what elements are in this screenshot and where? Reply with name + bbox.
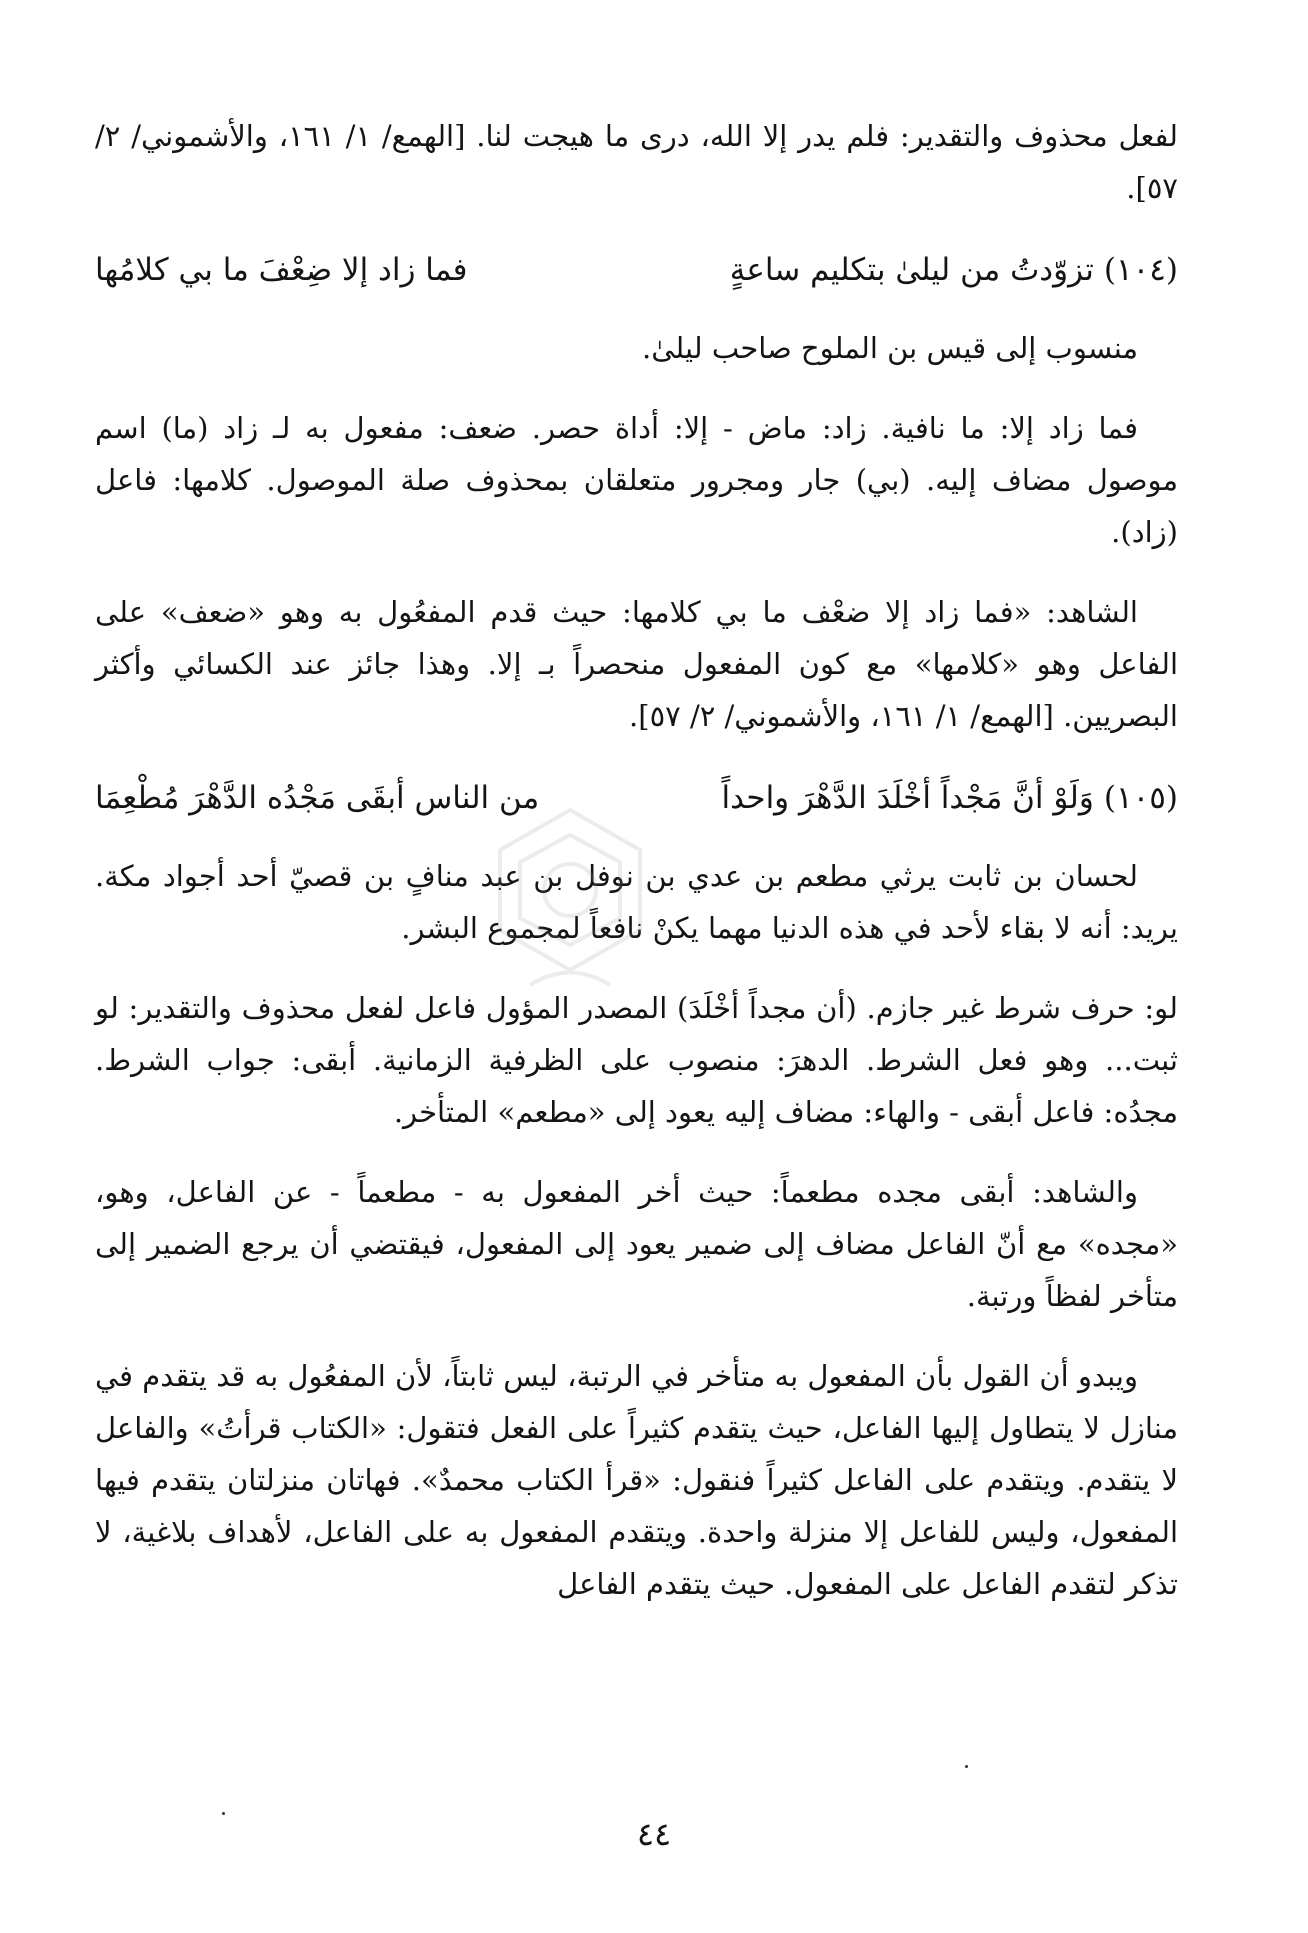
- verse-105-parsing: لو: حرف شرط غير جازم. (أن مجداً أخْلَدَ) المصدر المؤول فاعل لفعل محذوف والتقدير: لو ثبت... وهو فعل الشرط. الدهرَ: منصوب على الظرفية الزمانية. أبقى: جواب الشرط. مجدُه: فاعل أبقى - والهاء: مضاف إليه يعود إلى «مطعم» المتأخر.: [95, 991, 1178, 1129]
- verse-104: [95, 242, 1178, 298]
- verse-104-first-text: تزوّدتُ من ليلىٰ بتكليم ساعةٍ: [729, 252, 1094, 288]
- verse-104-attribution: منسوب إلى قيس بن الملوح صاحب ليلىٰ.: [642, 331, 1138, 365]
- verse-104-first-half: [730, 242, 1178, 298]
- scan-speck: [965, 1765, 968, 1768]
- verse-104-evidence: الشاهد: «فما زاد إلا ضعْف ما بي كلامها: حيث قدم المفعُول به وهو «ضعف» على الفاعل وهو «كلامها» مع كون المفعول منحصراً بـ إلا. وهذا جائز عند الكسائي وأكثر البصريين. [الهمع/ ١/ ١٦١، والأشموني/ ٢/ ٥٧].: [95, 595, 1178, 733]
- verse-104-second-half: فما زاد إلا ضِعْفَ ما بي كلامُها: [95, 252, 468, 288]
- verse-105-evidence: والشاهد: أبقى مجده مطعماً: حيث أخر المفعول به - مطعماً - عن الفاعل، وهو، «مجده» مع أنّ الفاعل مضاف إلى ضمير يعود إلى المفعول، فيقتضي أن يرجع الضمير إلى متأخر لفظاً ورتبة.: [95, 1175, 1178, 1313]
- verse-105-first-text: وَلَوْ أنَّ مَجْداً أخْلَدَ الدَّهْرَ واحداً: [721, 780, 1094, 816]
- verse-105-second-half: من الناس أبقَى مَجْدُه الدَّهْرَ مُطْعِمَا: [95, 780, 540, 816]
- page-number: ٤٤: [636, 1815, 672, 1853]
- verse-104-parsing: فما زاد إلا: ما نافية. زاد: ماض - إلا: أداة حصر. ضعف: مفعول به لـ زاد (ما) اسم موصول مضاف إليه. (بي) جار ومجرور متعلقان بمحذوف صلة الموصول. كلامها: فاعل (زاد).: [95, 411, 1178, 549]
- verse-105-first-half: [722, 770, 1178, 826]
- verse-104-number: (١٠٤): [1103, 252, 1178, 288]
- library-seal-watermark-icon: [470, 800, 670, 1000]
- discussion-paragraph: ويبدو أن القول بأن المفعول به متأخر في الرتبة، ليس ثابتاً، لأن المفعُول به قد يتقدم في منازل لا يتطاول إليها الفاعل، حيث يتقدم كثيراً على الفعل فتقول: «الكتاب قرأتُ» والفاعل لا يتقدم. ويتقدم على الفاعل كثيراً فنقول: «قرأ الكتاب محمدٌ». فهاتان منزلتان يتقدم فيها المفعول، وليس للفاعل إلا منزلة واحدة. ويتقدم المفعول به على الفاعل، لأهداف بلاغية، لا تذكر لتقدم الفاعل على المفعول. حيث يتقدم الفاعل: [95, 1359, 1178, 1601]
- verse-105-attribution: لحسان بن ثابت يرثي مطعم بن عدي بن نوفل بن عبد منافٍ بن قصيّ أحد أجواد مكة. يريد: أنه لا بقاء لأحد في هذه الدنيا مهما يكنْ نافعاً لمجموع البشر.: [95, 859, 1178, 945]
- paragraph-continuation: لفعل محذوف والتقدير: فلم يدر إلا الله، درى ما هيجت لنا. [الهمع/ ١/ ١٦١، والأشموني/ ٢/ ٥٧].: [95, 119, 1178, 205]
- verse-105-number: (١٠٥): [1103, 780, 1178, 816]
